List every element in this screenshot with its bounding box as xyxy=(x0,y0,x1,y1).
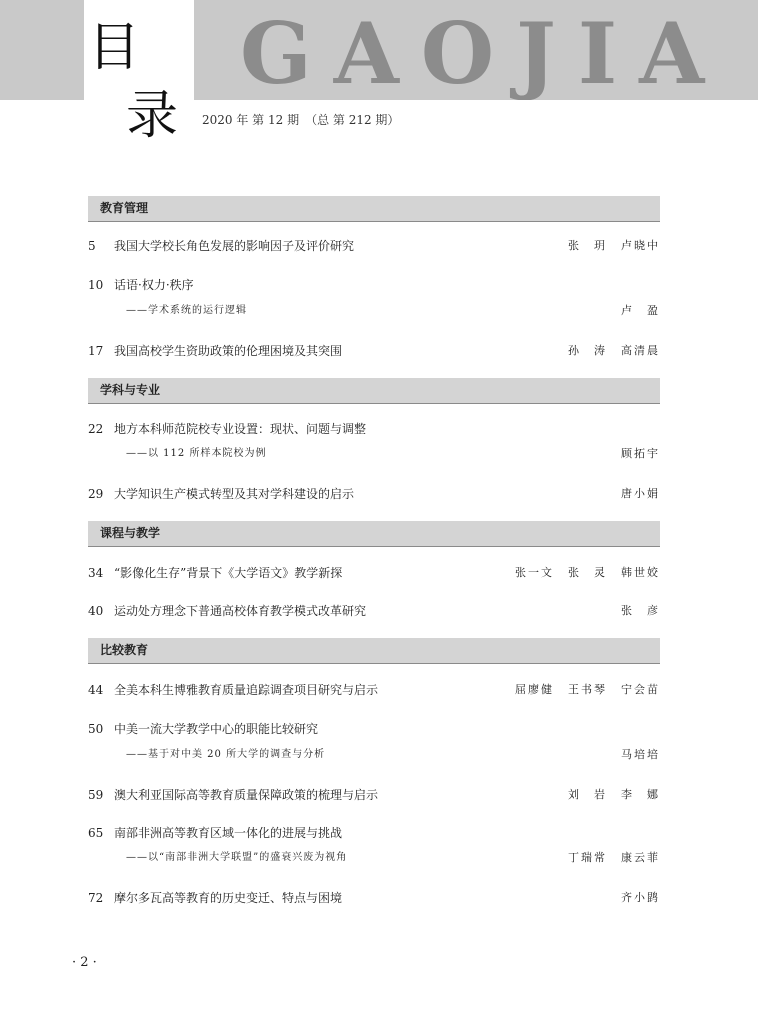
page-number: 5 xyxy=(88,239,96,253)
author: 李 娜 xyxy=(621,788,660,801)
section-title: 课程与教学 xyxy=(100,526,161,540)
page-number: 50 xyxy=(88,722,104,736)
article-title: 全美本科生博雅教育质量追踪调查项目研究与启示 xyxy=(114,683,379,697)
section-title: 学科与专业 xyxy=(100,383,161,397)
author: 高清晨 xyxy=(621,344,660,357)
page-number: 34 xyxy=(88,566,104,580)
article-subtitle: ——基于对中美 20 所大学的调查与分析 xyxy=(126,749,326,760)
author: 韩世姣 xyxy=(621,566,660,579)
author: 唐小娟 xyxy=(621,487,660,500)
article-title: “影像化生存”背景下《大学语文》教学新探 xyxy=(114,566,343,580)
toc-entry[interactable] xyxy=(0,484,758,504)
author: 康云菲 xyxy=(621,851,660,864)
article-authors xyxy=(501,680,660,700)
article-title: 中美一流大学教学中心的职能比较研究 xyxy=(114,722,319,736)
article-authors xyxy=(607,745,660,765)
article-authors xyxy=(607,301,660,321)
article-authors xyxy=(607,484,660,504)
toc-entry-subtitle xyxy=(0,848,758,868)
toc-title-char-2: 录 xyxy=(126,86,179,146)
article-subtitle: ——学术系统的运行逻辑 xyxy=(126,305,247,316)
toc-title-char-1: 目 xyxy=(88,18,141,78)
toc-entry[interactable] xyxy=(0,341,758,361)
author: 屈廖健 xyxy=(515,683,554,696)
page-footer-number: · 2 · xyxy=(72,955,97,970)
author: 顾拓宇 xyxy=(621,447,660,460)
author: 张 玥 xyxy=(568,239,607,252)
article-authors xyxy=(607,601,660,621)
author: 卢 盈 xyxy=(621,304,660,317)
page-number: 59 xyxy=(88,788,104,802)
article-title: 地方本科师范院校专业设置：现状、问题与调整 xyxy=(114,422,367,436)
article-title: 大学知识生产模式转型及其对学科建设的启示 xyxy=(114,487,355,501)
author: 卢晓中 xyxy=(621,239,660,252)
article-title: 运动处方理念下普通高校体育教学模式改革研究 xyxy=(114,604,367,618)
article-title: 我国大学校长角色发展的影响因子及评价研究 xyxy=(114,239,355,253)
article-title: 摩尔多瓦高等教育的历史变迁、特点与困境 xyxy=(114,891,343,905)
article-subtitle: ——以“南部非洲大学联盟”的盛衰兴废为视角 xyxy=(126,852,348,863)
toc-entry[interactable] xyxy=(0,719,758,739)
author: 张一文 xyxy=(515,566,554,579)
page-number: 29 xyxy=(88,487,104,501)
author: 张 灵 xyxy=(568,566,607,579)
author: 宁会苗 xyxy=(621,683,660,696)
toc-entry[interactable] xyxy=(0,680,758,700)
author: 齐小鹍 xyxy=(621,891,660,904)
toc-entry[interactable] xyxy=(0,419,758,439)
article-authors xyxy=(554,236,660,256)
section-header xyxy=(88,378,660,404)
author: 马培培 xyxy=(621,748,660,761)
article-authors xyxy=(607,444,660,464)
section-header xyxy=(88,521,660,547)
toc-entry[interactable] xyxy=(0,236,758,256)
toc-entry[interactable] xyxy=(0,888,758,908)
toc-entry-subtitle xyxy=(0,444,758,464)
article-subtitle: ——以 112 所样本院校为例 xyxy=(126,448,267,459)
journal-brand: GAOJIA xyxy=(240,8,727,100)
author: 孙 涛 xyxy=(568,344,607,357)
page-number: 44 xyxy=(88,683,104,697)
section-header xyxy=(88,196,660,222)
toc-entry[interactable] xyxy=(0,823,758,843)
article-authors xyxy=(607,888,660,908)
author: 王书琴 xyxy=(568,683,607,696)
page-number: 10 xyxy=(88,278,104,292)
article-title: 澳大利亚国际高等教育质量保障政策的梳理与启示 xyxy=(114,788,379,802)
article-authors xyxy=(554,341,660,361)
author: 张 彦 xyxy=(621,604,660,617)
toc-entry[interactable] xyxy=(0,601,758,621)
toc-entry-subtitle xyxy=(0,301,758,321)
article-title: 南部非洲高等教育区域一体化的进展与挑战 xyxy=(114,826,343,840)
page-number: 40 xyxy=(88,604,104,618)
section-header xyxy=(88,638,660,664)
article-authors xyxy=(554,785,660,805)
toc-entry[interactable] xyxy=(0,275,758,295)
toc-entry[interactable] xyxy=(0,563,758,583)
toc-entry[interactable] xyxy=(0,785,758,805)
article-authors xyxy=(501,563,660,583)
article-authors xyxy=(554,848,660,868)
page-number: 65 xyxy=(88,826,104,840)
page-number: 72 xyxy=(88,891,104,905)
toc-entry-subtitle xyxy=(0,745,758,765)
article-title: 话语·权力·秩序 xyxy=(114,278,194,292)
author: 丁瑞常 xyxy=(568,851,607,864)
article-title: 我国高校学生资助政策的伦理困境及其突围 xyxy=(114,344,343,358)
section-title: 比较教育 xyxy=(100,643,149,657)
page-number: 22 xyxy=(88,422,104,436)
page-number: 17 xyxy=(88,344,104,358)
issue-info: 2020 年 第 12 期 （总 第 212 期） xyxy=(202,113,400,127)
section-title: 教育管理 xyxy=(100,201,149,215)
author: 刘 岩 xyxy=(568,788,607,801)
